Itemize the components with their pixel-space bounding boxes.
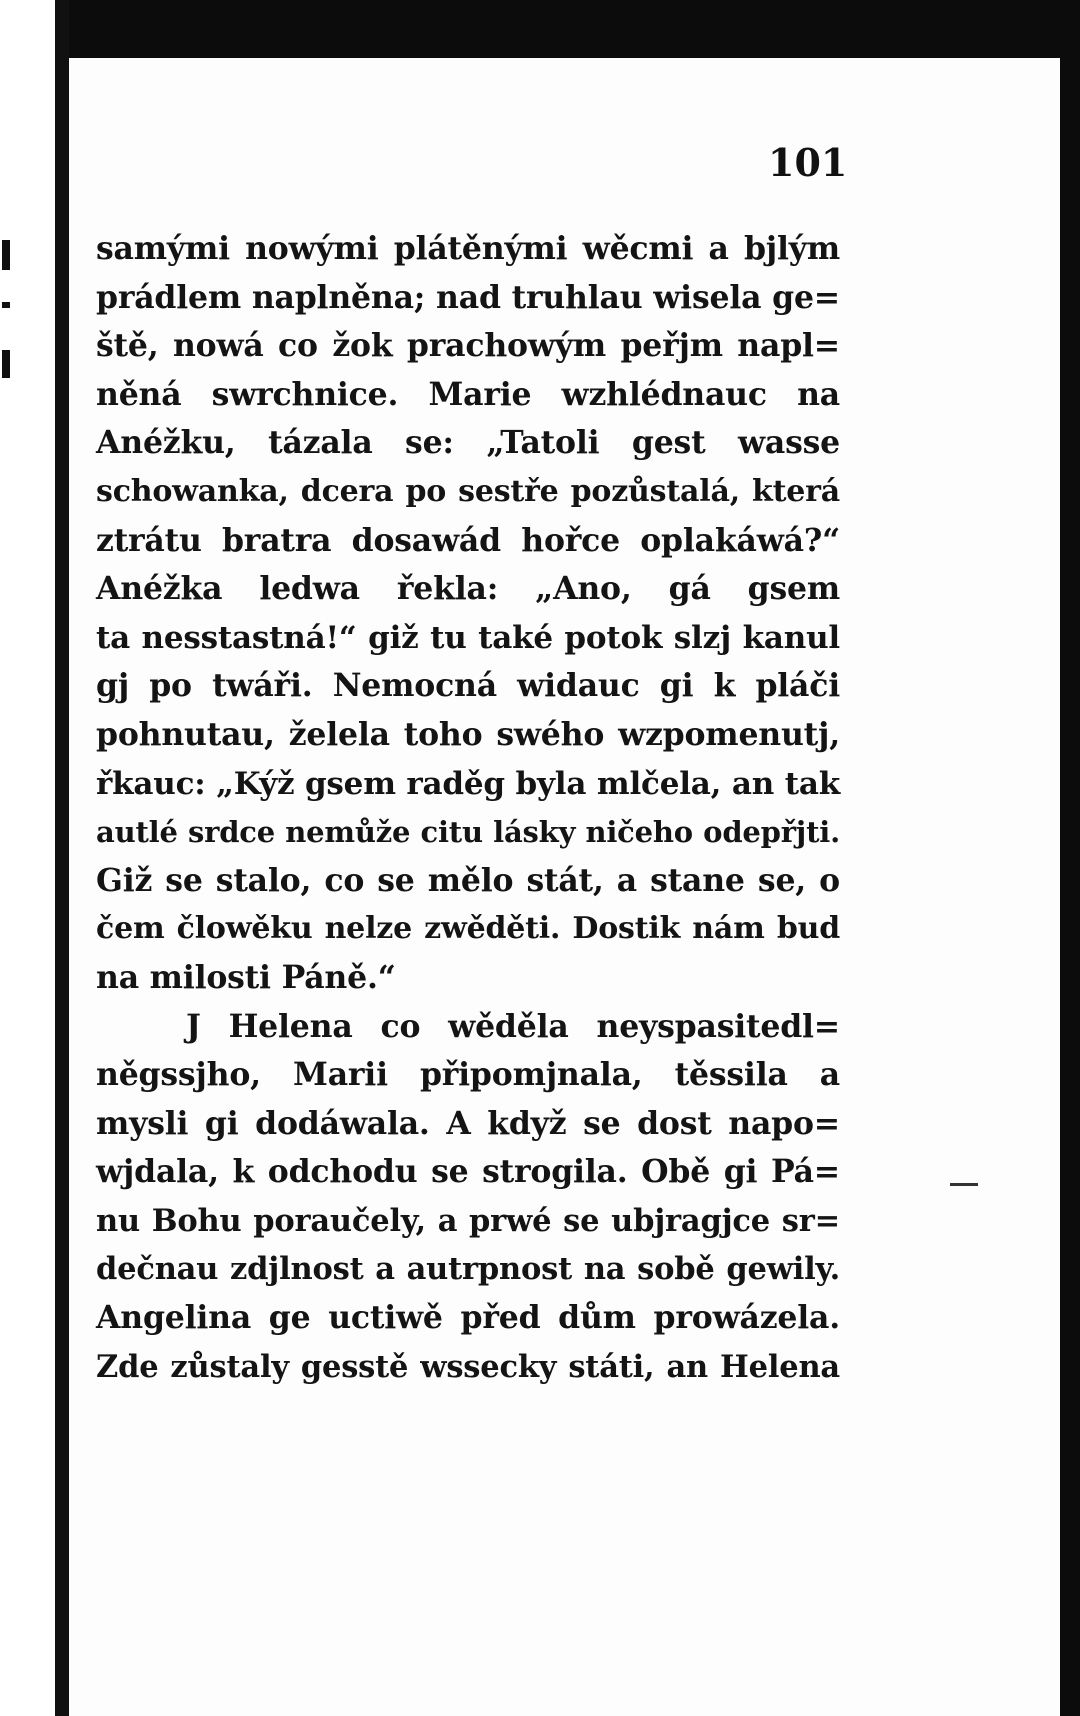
text-line: něná swrchnice. Marie wzhlédnauc na <box>96 375 840 413</box>
text-line: řkauc: „Kýž gsem raděg byla mlčela, an tak <box>96 765 840 802</box>
text-line: schowanka, dcera po sestře pozůstalá, která <box>96 473 840 509</box>
text-line: samými nowými plátěnými wěcmi a bjlým <box>96 230 840 267</box>
text-line: Zde zůstaly gesstě wssecky státi, an Helena <box>96 1348 840 1385</box>
text-line: Angelina ge uctiwě před dům prowázela. <box>96 1299 840 1337</box>
binding-shadow <box>55 0 69 1716</box>
text-line: Giž se stalo, co se mělo stát, a stane se, o <box>96 861 840 899</box>
text-line: wjdala, k odchodu se strogila. Obě gi Pá= <box>96 1153 840 1191</box>
text-line: nu Bohu poraučely, a prwé se ubjragjce sr= <box>96 1202 840 1239</box>
previous-page-edge-marks <box>0 230 14 450</box>
text-line: Anéžku, tázala se: „Tatoli gest wasse <box>96 424 840 462</box>
text-line: gj po twáři. Nemocná widauc gi k pláči <box>96 667 840 705</box>
text-line: na milosti Páně.“ <box>96 958 396 996</box>
text-line: čem člowěku nelze zwěděti. Dostik nám bud <box>96 911 840 947</box>
body-text <box>96 225 840 1391</box>
text-line: ztrátu bratra dosawád hořce oplakáwá?“ <box>96 521 840 559</box>
text-line: prádlem naplněna; nad truhlau wisela ge= <box>96 278 840 316</box>
text-line: autlé srdce nemůže citu lásky ničeho odepřjti. <box>96 815 840 850</box>
text-line: Anéžka ledwa řekla: „Ano, gá gsem <box>96 570 840 608</box>
text-line: ště, nowá co žok prachowým peřjm napl= <box>96 327 840 365</box>
scan-top-border <box>69 0 1080 58</box>
text-line: mysli gi dodáwala. A když se dost napo= <box>96 1104 840 1142</box>
text-line: něgssjho, Marii připomjnala, těssila a <box>96 1056 840 1094</box>
text-line: J Helena co wěděla neyspasitedl= <box>186 1007 840 1045</box>
text-line: dečnau zdjlnost a autrpnost na sobě gewily. <box>96 1251 840 1288</box>
stray-mark <box>950 1183 978 1186</box>
scan-right-border <box>1060 0 1080 1716</box>
text-line: ta nesstastná!“ giž tu také potok slzj kanul <box>96 619 840 656</box>
text-line: pohnutau, želela toho swého wzpomenutj, <box>96 715 840 753</box>
page-number: 101 <box>768 140 848 185</box>
